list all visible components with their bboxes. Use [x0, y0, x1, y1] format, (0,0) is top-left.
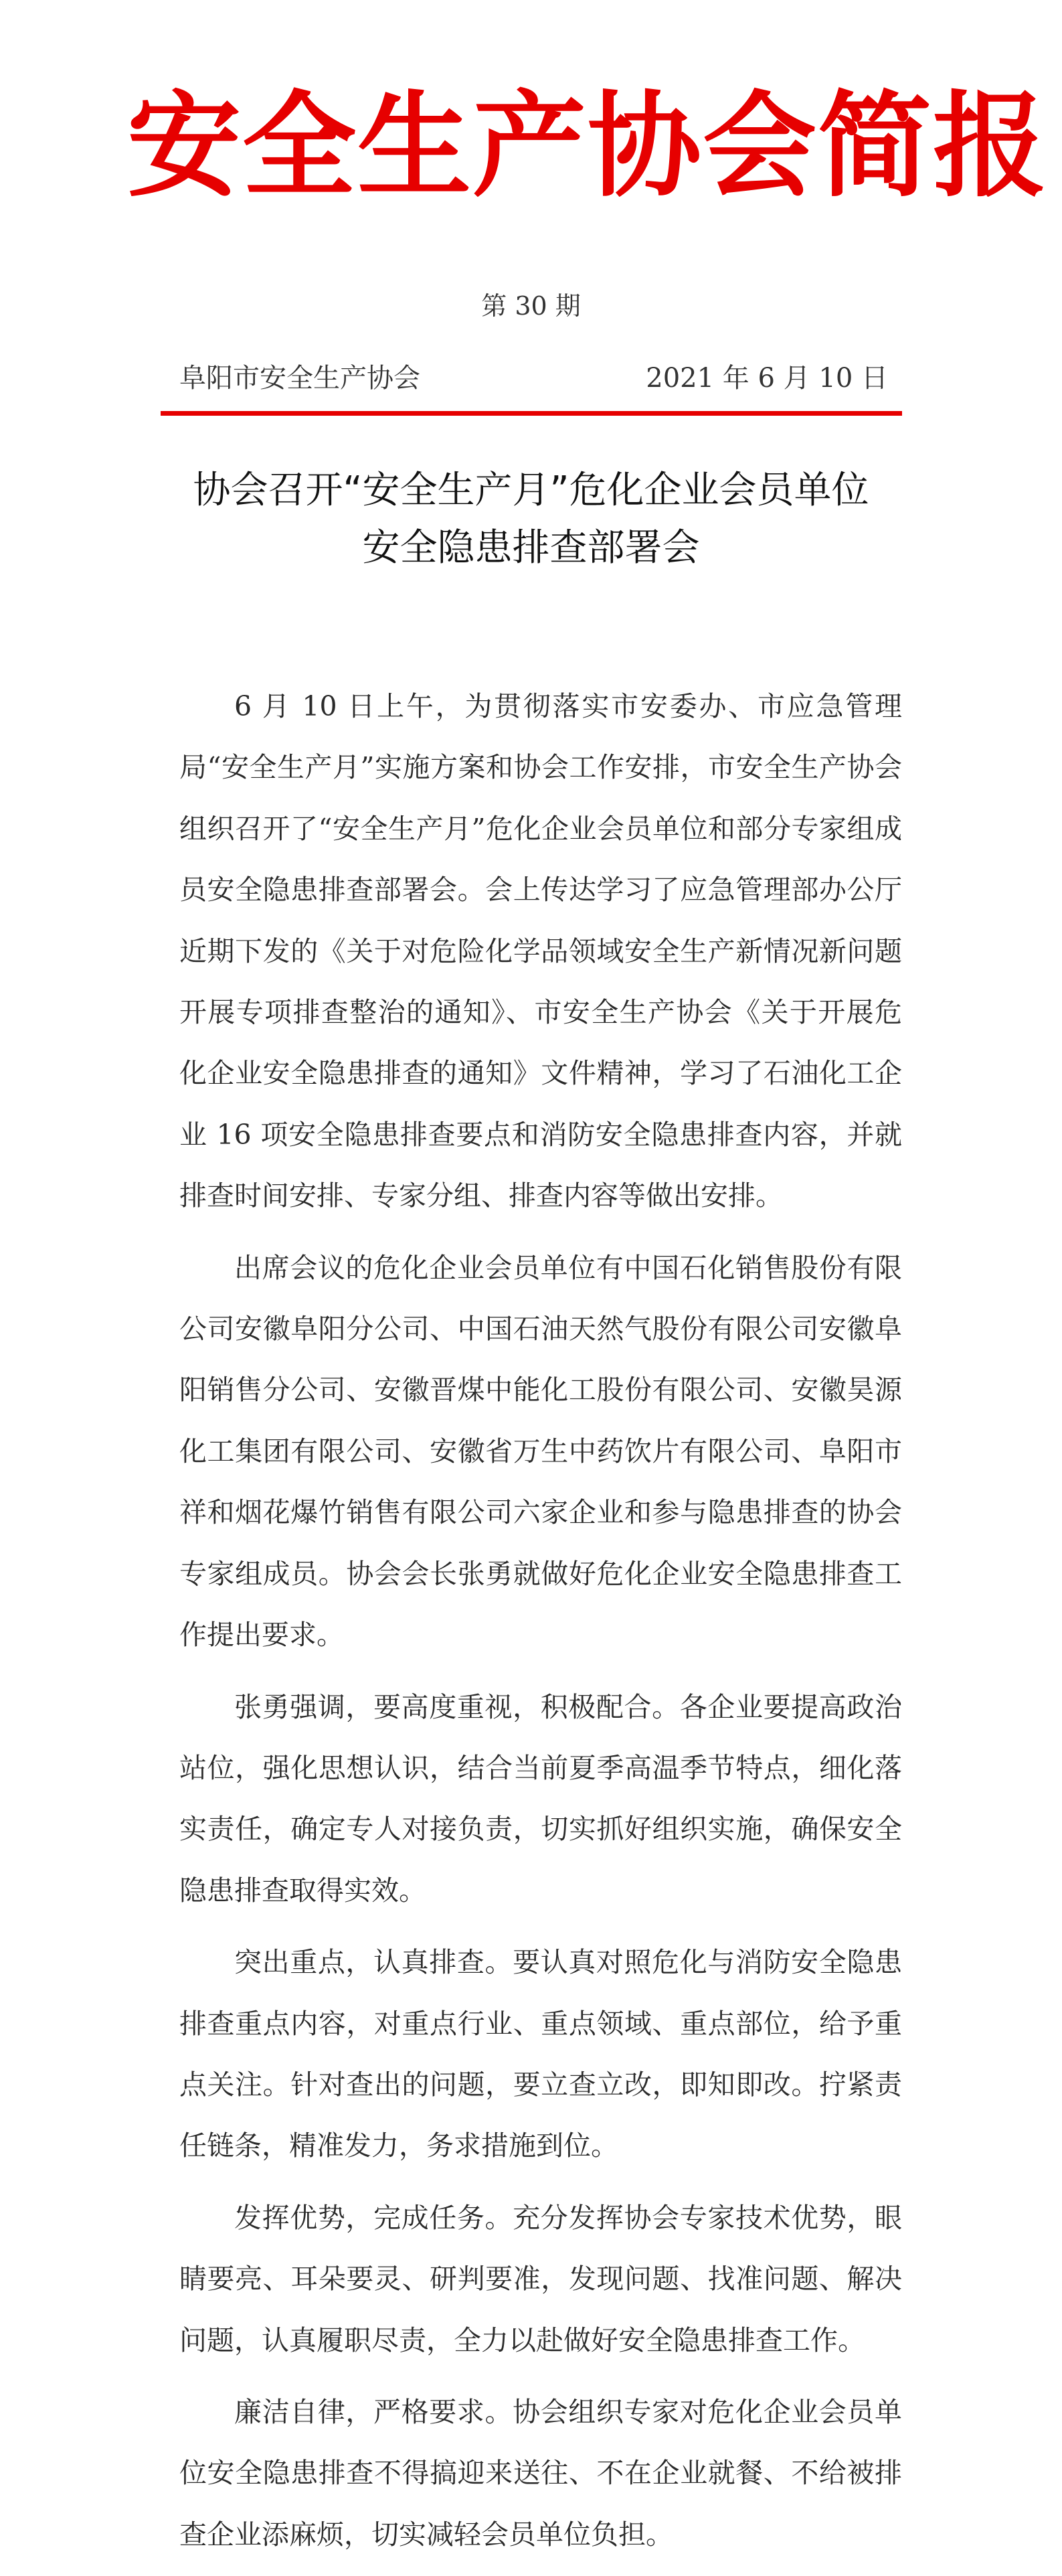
issue-number: 第 30 期: [481, 291, 581, 321]
article-paragraph: 6 月 10 日上午，为贯彻落实市安委办、市应急管理局“安全生产月”实施方案和协会工作安排，市安全生产协会组织召开了“安全生产月”危化企业会员单位和部分专家组成员安全隐患排查部署会。会上传达学习了应急管理部办公厅近期下发的《关于对危险化学品领域安全生产新情况新问题开展专项排查整治的通知》、市安全生产协会《关于开展危化企业安全隐患排查的通知》文件精神，学习了石油化工企业 16 项安全隐患排查要点和消防安全隐患排查内容，并就排查时间安排、专家分组、排查内容等做出安排。: [179, 690, 902, 1212]
header-divider: [161, 411, 902, 416]
article-paragraph: 廉洁自律，严格要求。协会组织专家对危化企业会员单位安全隐患排查不得搞迎来送往、不在企业就餐、不给被排查企业添麻烦，切实减轻会员单位负担。: [179, 2395, 902, 2551]
publisher-org: 阜阳市安全生产协会: [179, 363, 420, 394]
article-paragraph: 出席会议的危化企业会员单位有中国石化销售股份有限公司安徽阜阳分公司、中国石油天然气股份有限公司安徽阜阳销售分公司、安徽晋煤中能化工股份有限公司、安徽昊源化工集团有限公司、安徽省万生中药饮片有限公司、阜阳市祥和烟花爆竹销售有限公司六家企业和参与隐患排查的协会专家组成员。协会会长张勇就做好危化企业安全隐患排查工作提出要求。: [179, 1251, 902, 1652]
headline-line-1: 协会召开“安全生产月”危化企业会员单位: [193, 469, 869, 512]
publish-date: 2021 年 6 月 10 日: [646, 363, 888, 394]
article-paragraph: 突出重点，认真排查。要认真对照危化与消防安全隐患排查重点内容，对重点行业、重点领域、重点部位，给予重点关注。针对查出的问题，要立查立改，即知即改。拧紧责任链条，精准发力，务求措施到位。: [179, 1946, 902, 2162]
article-paragraph: 发挥优势，完成任务。充分发挥协会专家技术优势，眼睛要亮、耳朵要灵、研判要准，发现问题、找准问题、解决问题，认真履职尽责，全力以赴做好安全隐患排查工作。: [179, 2201, 902, 2356]
article-body: [179, 676, 902, 2576]
headline-line-2: 安全隐患排查部署会: [362, 526, 700, 570]
article-headline: [120, 462, 942, 577]
article-paragraph: 张勇强调，要高度重视，积极配合。各企业要提高政治站位，强化思想认识，结合当前夏季高温季节特点，细化落实责任，确定专人对接负责，切实抓好组织实施，确保安全隐患排查取得实效。: [179, 1690, 902, 1907]
masthead-title: 安全生产协会简报: [127, 79, 1049, 213]
